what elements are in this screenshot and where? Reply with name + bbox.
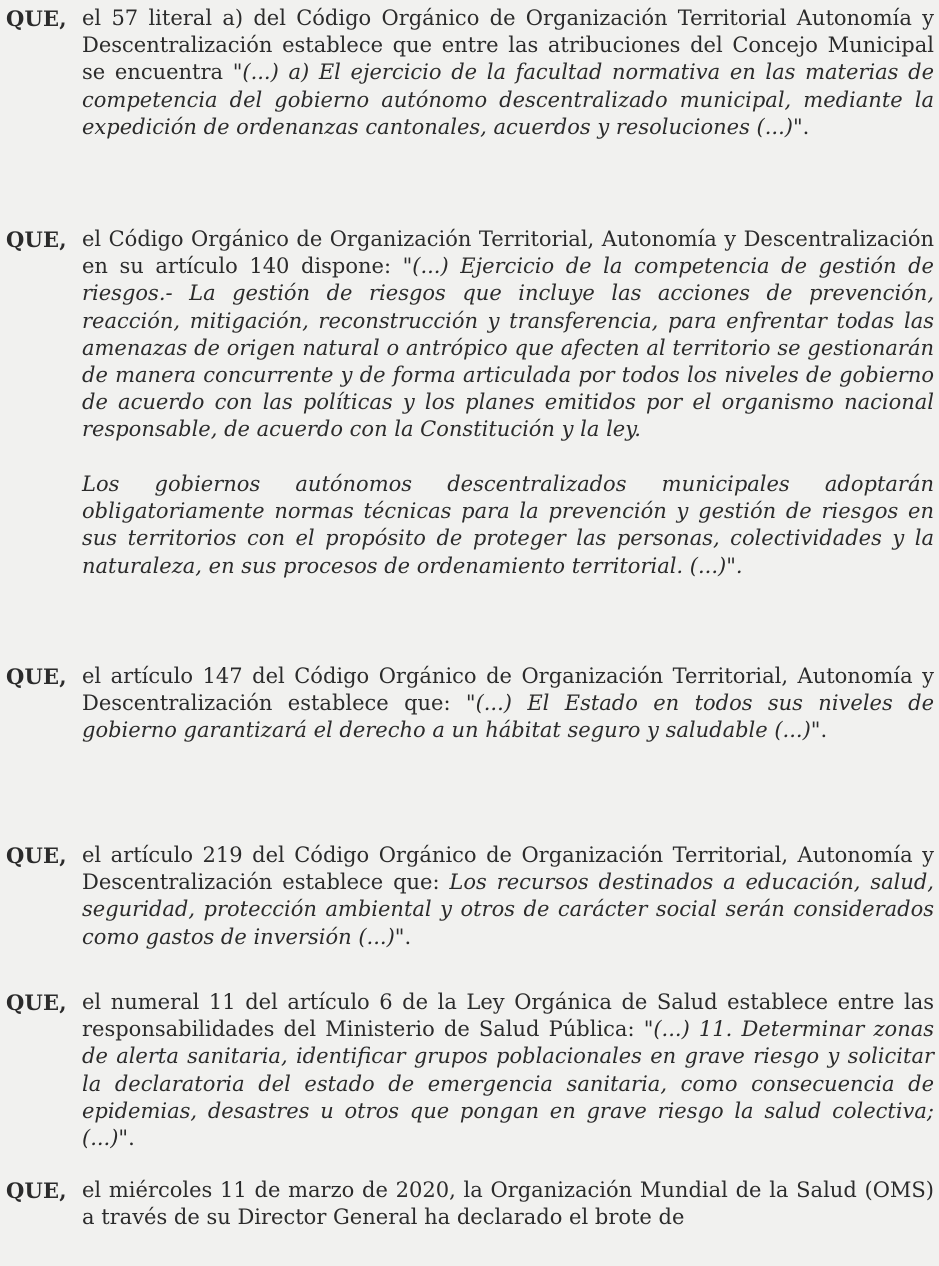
clause-lead: el numeral 11 del artículo 6 de la Ley Orgánica de Salud establece entre las responsabilidades del Ministerio de Salud Pública: [82,990,934,1042]
clause-quote-continued: Los gobiernos autónomos descentralizados municipales adoptarán obligatoriamente normas técnicas para la prevención y gestión de riesgos en sus territorios con el propósito de proteger las personas, colectividades y la naturaleza, en sus procesos de ordenamiento territorial. (...)". [82,472,934,578]
clause-lead: el Código Orgánico de Organización Territorial, Autonomía y Descentralización en su artículo 140 dispone: [82,227,934,279]
clause-tail: . [802,114,810,139]
clause-keyword: QUE, [6,227,67,252]
clause-lead: el 57 literal a) del Código Orgánico de Organización Territorial Autonomía y Descentralización establece que entre las atribuciones del Concejo Municipal se encuentra [82,6,934,85]
clause-quote: "(...) a) El ejercicio de la facultad normativa en las materias de competencia del gobierno autónomo descentralizado municipal, mediante la expedición de ordenanzas cantonales, acuerdos y resoluciones (...)" [82,60,934,139]
clause-quote: "(...) 11. Determinar zonas de alerta sanitaria, identificar grupos poblacionales en grave riesgo y solicitar la declaratoria del estado de emergencia sanitaria, como consecuencia de epidemias, desastres u otros que pongan en grave riesgo la salud colectiva; (...)" [82,1017,935,1151]
clause-quote: "(...) Ejercicio de la competencia de gestión de riesgos.- La gestión de riesgos que incluye las acciones de prevención, reacción, mitigación, reconstrucción y transferencia, para enfrentar todas las amenazas de origen natural o antrópico que afecten al territorio se gestionarán de manera concurrente y de forma articulada por todos los niveles de gobierno de acuerdo con las políticas y los planes emitidos por el organismo nacional responsable, de acuerdo con la Constitución y la ley. [82,254,934,442]
clause-text [82,5,934,141]
clause-lead: el miércoles 11 de marzo de 2020, la Organización Mundial de la Salud (OMS) a través de su Director General ha declarado el brote de [82,1178,934,1230]
clause-text-continued [82,471,934,580]
clause-keyword: QUE, [6,664,67,689]
clause-lead: el artículo 219 del Código Orgánico de Organización Territorial, Autonomía y Descentralización establece que: [82,843,934,895]
clause-text [82,226,934,444]
clause-lead: el artículo 147 del Código Orgánico de Organización Territorial, Autonomía y Descentralización establece que: [82,664,934,716]
clause-tail: . [404,924,412,949]
clause-keyword: QUE, [6,990,67,1015]
clause-text [82,989,934,1152]
clause-text [82,663,934,745]
clause-text [82,842,934,951]
clause-keyword: QUE, [6,1178,67,1203]
clause-tail: . [128,1126,135,1151]
clause-keyword: QUE, [6,6,67,31]
clause-tail: . [820,718,828,743]
clause-keyword: QUE, [6,843,67,868]
clause-text [82,1177,934,1231]
clause-quote: "(...) El Estado en todos sus niveles de gobierno garantizará el derecho a un hábitat seguro y saludable (...)" [82,691,934,743]
clause-quote: Los recursos destinados a educación, salud, seguridad, protección ambiental y otros de carácter social serán considerados como gastos de inversión (...)" [82,870,934,949]
